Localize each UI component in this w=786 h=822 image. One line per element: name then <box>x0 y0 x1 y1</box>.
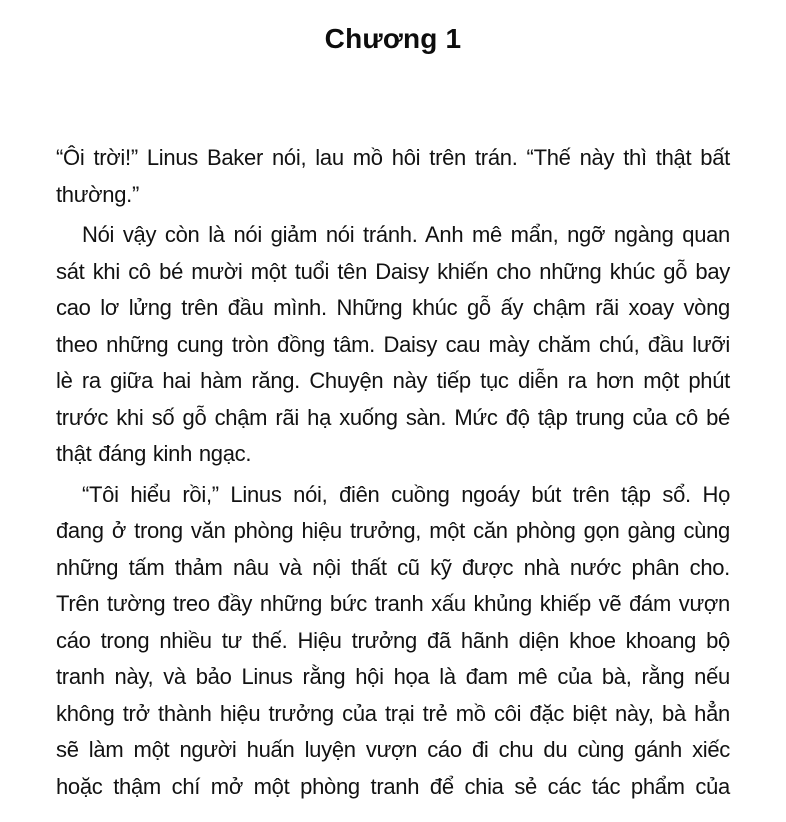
text-line: sát khi cô bé mười một tuổi tên Daisy khiến cho những khúc gỗ bay <box>56 258 730 284</box>
text-line: đang ở trong văn phòng hiệu trưởng, một căn phòng gọn gàng cùng <box>56 518 730 543</box>
paragraph <box>56 477 730 806</box>
text-line: theo những cung tròn đồng tâm. Daisy cau mày chăm chú, đầu lưỡi <box>56 331 730 357</box>
text-line: cao lơ lửng trên đầu mình. Những khúc gỗ ấy chậm rãi xoay vòng <box>56 295 730 320</box>
text-line: cáo trong nhiều tư thế. Hiệu trưởng đã hãnh diện khoe khoang bộ <box>56 627 730 653</box>
text-line: Trên tường treo đầy những bức tranh xấu khủng khiếp vẽ đám vượn <box>56 591 730 616</box>
text-line: tranh này, và bảo Linus rằng hội họa là đam mê của bà, rằng nếu <box>56 664 730 689</box>
text-line: những tấm thảm nâu và nội thất cũ kỹ được nhà nước phân cho. <box>56 554 730 580</box>
text-line: hoặc thậm chí mở một phòng tranh để chia sẻ các tác phẩm của <box>56 773 730 799</box>
text-line: “Tôi hiểu rồi,” Linus nói, điên cuồng ngoáy bút trên tập sổ. Họ <box>82 481 730 507</box>
text-line: lè ra giữa hai hàm răng. Chuyện này tiếp tục diễn ra hơn một phút <box>56 368 730 393</box>
text-line: thường.” <box>56 181 140 207</box>
text-line: trước khi số gỗ chậm rãi hạ xuống sàn. Mức độ tập trung của cô bé <box>56 404 730 430</box>
text-line: không trở thành hiệu trưởng của trại trẻ mồ côi đặc biệt này, bà hẳn <box>56 700 730 726</box>
text-line: thật đáng kinh ngạc. <box>56 441 252 466</box>
book-page <box>0 22 786 822</box>
text-line: Nói vậy còn là nói giảm nói tránh. Anh mê mẩn, ngỡ ngàng quan <box>82 222 730 247</box>
paragraph <box>56 140 730 213</box>
paragraph <box>56 217 730 473</box>
text-line: sẽ làm một người huấn luyện vượn cáo đi chu du cùng gánh xiếc <box>56 737 730 762</box>
chapter-heading: Chương 1 <box>324 23 462 54</box>
text-line: “Ôi trời!” Linus Baker nói, lau mồ hôi trên trán. “Thế này thì thật bất <box>56 145 730 170</box>
